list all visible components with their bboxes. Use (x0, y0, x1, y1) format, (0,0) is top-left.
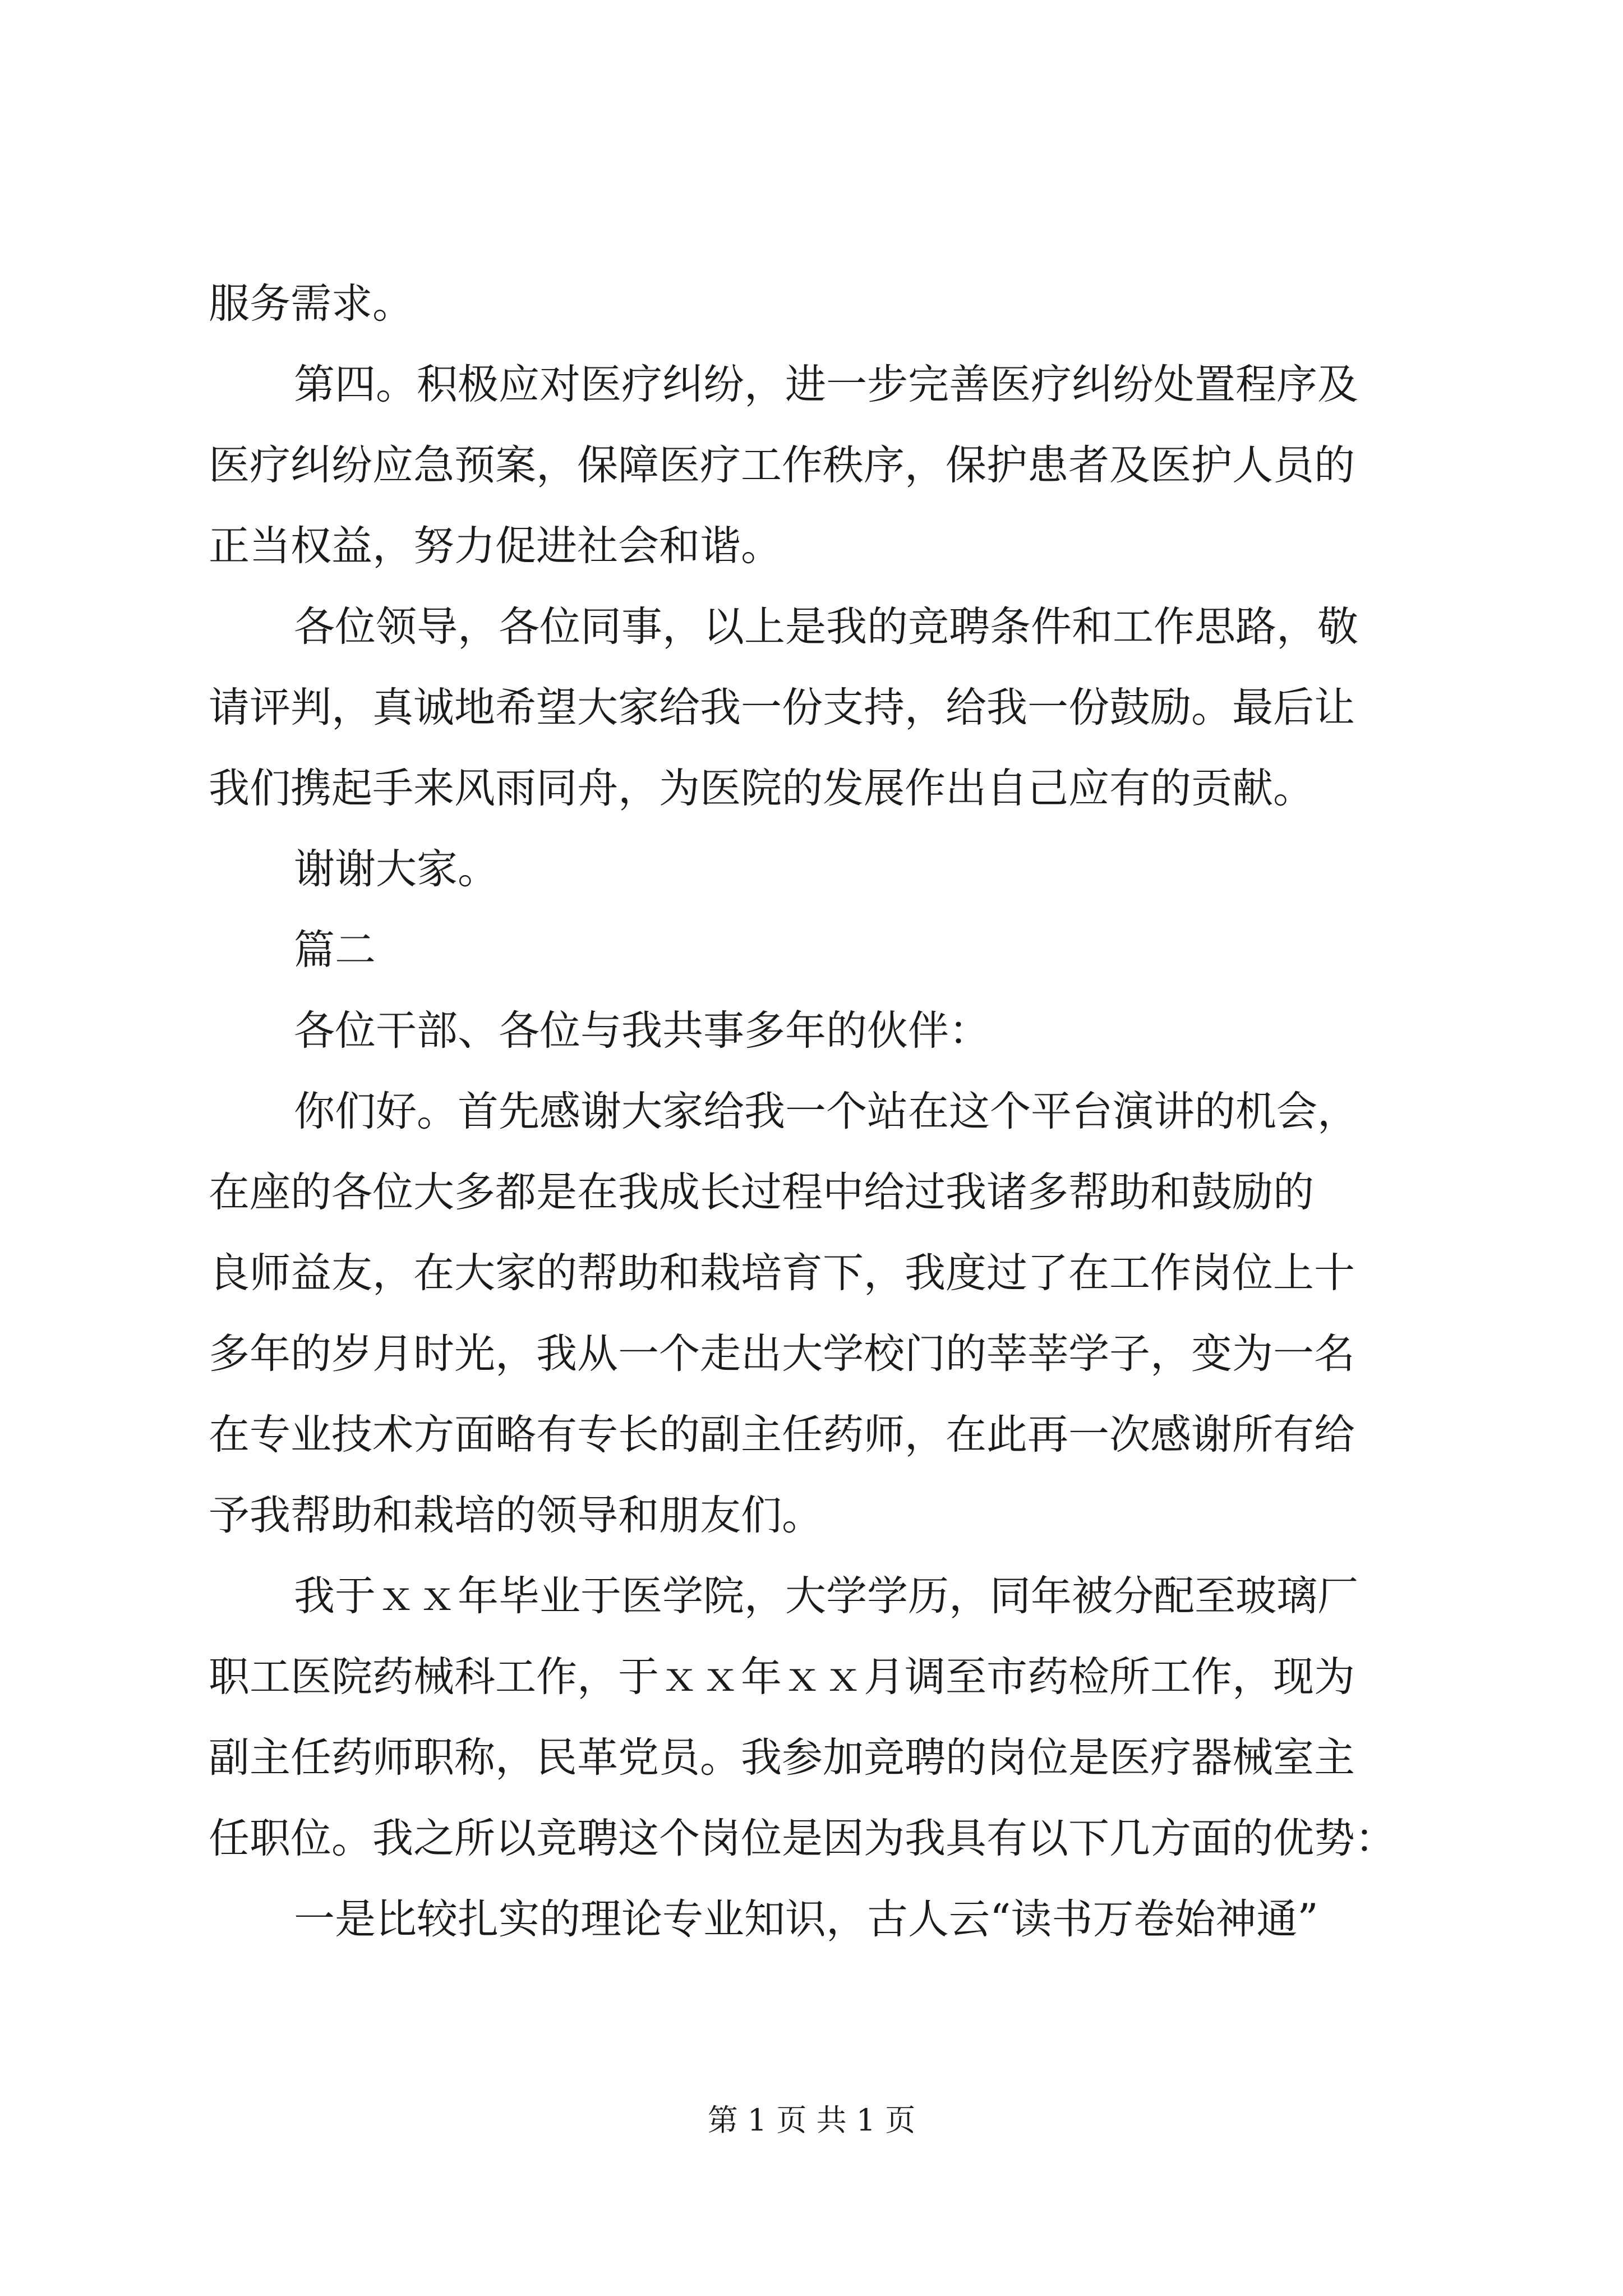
text-line: 副主任药师职称，民革党员。我参加竞聘的岗位是医疗器械室主 (209, 1734, 1355, 1782)
text-line: 职工医院药械科工作，于ｘｘ年ｘｘ月调至市药检所工作，现为 (209, 1653, 1355, 1701)
document-body (209, 264, 1414, 1960)
text-line: 多年的岁月时光，我从一个走出大学校门的莘莘学子，变为一名 (209, 1330, 1355, 1378)
text-line: 请评判，真诚地希望大家给我一份支持，给我一份鼓励。最后让 (209, 684, 1355, 731)
text-line: 在座的各位大多都是在我成长过程中给过我诸多帮助和鼓励的 (209, 1168, 1314, 1216)
text-line: 正当权益，努力促进社会和谐。 (209, 522, 782, 570)
salutation-line: 各位干部、各位与我共事多年的伙伴： (294, 1007, 990, 1055)
text-line: 你们好。首先感谢大家给我一个站在这个平台演讲的机会， (294, 1088, 1358, 1135)
text-line: 各位领导，各位同事，以上是我的竞聘条件和工作思路，敬 (294, 603, 1358, 651)
text-line: 服务需求。 (209, 280, 413, 328)
page-number-footer: 第 1 页 共 1 页 (707, 2102, 916, 2138)
text-line: 予我帮助和栽培的领导和朋友们。 (209, 1492, 823, 1539)
text-line: 我们携起手来风雨同舟，为医院的发展作出自己应有的贡献。 (209, 765, 1314, 812)
text-line: 良师益友，在大家的帮助和栽培育下，我度过了在工作岗位上十 (209, 1249, 1355, 1297)
text-line: 第四。积极应对医疗纠纷，进一步完善医疗纠纷处置程序及 (294, 361, 1358, 408)
text-line: 在专业技术方面略有专长的副主任药师，在此再一次感谢所有给 (209, 1411, 1355, 1458)
text-line: 任职位。我之所以竞聘这个岗位是因为我具有以下几方面的优势： (209, 1815, 1396, 1862)
text-line: 医疗纠纷应急预案，保障医疗工作秩序，保护患者及医护人员的 (209, 441, 1355, 489)
text-line: 谢谢大家。 (294, 845, 499, 893)
section-heading: 篇二 (294, 926, 376, 974)
text-line: 一是比较扎实的理论专业知识，古人云“读书万卷始神通” (294, 1895, 1318, 1943)
text-line: 我于ｘｘ年毕业于医学院，大学学历，同年被分配至玻璃厂 (294, 1572, 1358, 1620)
